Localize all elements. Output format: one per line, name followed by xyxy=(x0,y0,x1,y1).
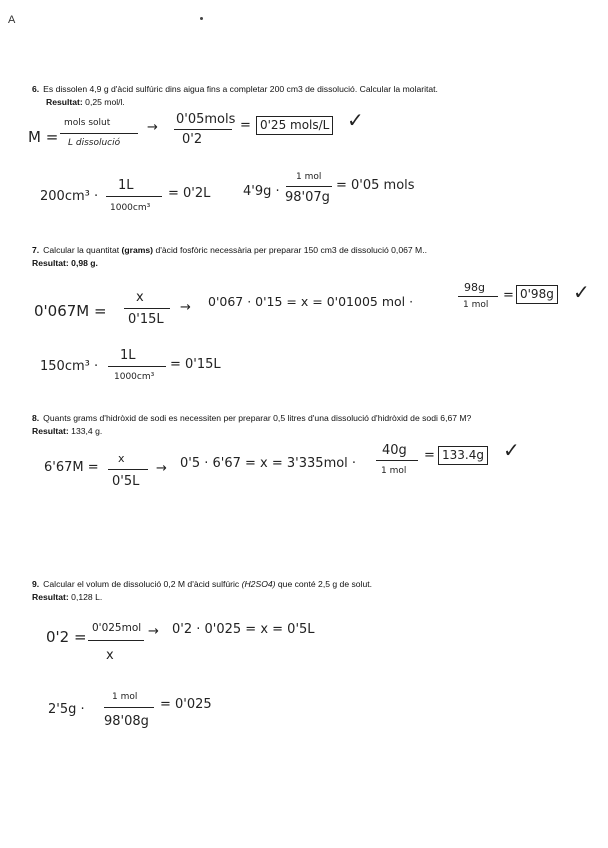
p6-conv2-res: = 0'05 mols xyxy=(336,178,415,193)
p6-conv1-lhs: 200cm³ · xyxy=(40,189,99,204)
p6-conv1-num: 1L xyxy=(118,178,134,193)
p9-frac-den: x xyxy=(106,648,114,663)
problem-9-statement: 9. Calcular el volum de dissolució 0,2 M d'àcid sulfúric (H2SO4) que conté 2,5 g de solut. Resultat: 0,128 L. xyxy=(32,579,373,602)
p7-frac-num: x xyxy=(136,290,144,305)
p8-lhs: 6'67M = xyxy=(44,460,99,475)
p6-conv2-num: 1 mol xyxy=(296,172,322,182)
p6-answer-box: 0'25 mols/L xyxy=(256,116,333,135)
p6-frac2-line xyxy=(174,129,232,130)
p7-conv1-den: 1000cm³ xyxy=(114,372,155,382)
p9-conv-line xyxy=(104,707,154,708)
p6-eq: = xyxy=(240,118,251,133)
p6-frac1-line xyxy=(60,133,138,134)
p6-conv2-line xyxy=(286,186,332,187)
problem-8-result: 133,4 g. xyxy=(71,426,103,436)
p7-conv1-lhs: 150cm³ · xyxy=(40,359,99,374)
p7-conv1-line xyxy=(108,366,166,367)
p7-answer-box: 0'98g xyxy=(516,285,558,304)
p8-answer-box: 133.4g xyxy=(438,446,488,465)
p8-frac-den: 0'5L xyxy=(112,474,140,489)
p6-arrow: → xyxy=(147,120,158,135)
p9-conv-num: 1 mol xyxy=(112,692,138,702)
p7-lhs: 0'067M = xyxy=(34,302,107,320)
p7-check-mark: ✓ xyxy=(573,280,590,304)
p9-conv-den: 98'08g xyxy=(104,714,149,729)
p6-conv2-lhs: 4'9g · xyxy=(243,184,280,199)
p7-eq: = xyxy=(503,288,514,303)
p6-check-mark: ✓ xyxy=(347,108,364,132)
problem-7-result: 0,98 g. xyxy=(71,258,98,268)
p8-frac-num: x xyxy=(118,452,125,465)
p8-calc: 0'5 · 6'67 = x = 3'335mol · xyxy=(180,456,357,471)
p9-conv-res: = 0'025 xyxy=(160,697,212,712)
p8-frac-line xyxy=(108,469,148,470)
problem-9-result: 0,128 L. xyxy=(71,592,103,602)
p6-conv1-res: = 0'2L xyxy=(168,186,211,201)
problem-6-result: 0,25 mol/l. xyxy=(85,97,125,107)
p8-conv-num: 40g xyxy=(382,443,407,458)
problem-6-statement: 6. Es dissolen 4,9 g d'àcid sulfúric dins aigua fins a completar 200 cm3 de dissolució. Calcular la molaritat. Resultat: 0,25 mol/l. xyxy=(32,84,438,107)
p7-frac-den: 0'15L xyxy=(128,312,164,327)
p7-conv-line xyxy=(458,296,498,297)
p9-conv-lhs: 2'5g · xyxy=(48,702,85,717)
p9-frac-line xyxy=(88,640,144,641)
p8-check-mark: ✓ xyxy=(503,438,520,462)
p8-eq: = xyxy=(424,448,435,463)
p6-conv1-line xyxy=(106,196,162,197)
p7-conv-den: 1 mol xyxy=(463,300,489,310)
corner-mark: A xyxy=(8,14,16,26)
p6-conv2-den: 98'07g xyxy=(285,190,330,205)
p9-lhs: 0'2 = xyxy=(46,628,87,646)
p6-conv1-den: 1000cm³ xyxy=(110,203,151,213)
p6-m-lhs: M = xyxy=(28,128,59,146)
p7-conv-num: 98g xyxy=(464,281,485,294)
p7-calc: 0'067 · 0'15 = x = 0'01005 mol · xyxy=(208,294,414,309)
p6-frac1-num: mols solut xyxy=(64,118,111,128)
p7-arrow: → xyxy=(180,300,191,315)
p8-conv-line xyxy=(376,460,418,461)
p8-arrow: → xyxy=(156,461,167,476)
p6-frac2-den: 0'2 xyxy=(182,132,203,147)
p9-arrow: → xyxy=(148,624,159,639)
p9-frac-num: 0'025mol xyxy=(92,622,142,634)
p6-frac2-num: 0'05mols xyxy=(176,112,236,127)
p6-frac1-den: L dissolució xyxy=(68,138,121,148)
p7-conv1-res: = 0'15L xyxy=(170,357,221,372)
p9-calc: 0'2 · 0'025 = x = 0'5L xyxy=(172,622,315,637)
problem-8-statement: 8. Quants grams d'hidròxid de sodi es necessiten per preparar 0,5 litres d'una dissolució d'hidròxid de sodi 6,67 M? Resultat: 133,4 g. xyxy=(32,413,472,436)
scan-speck xyxy=(200,17,203,20)
p7-frac-line xyxy=(124,308,170,309)
problem-7-statement: 7. Calcular la quantitat (grams) d'àcid fosfòric necessària per preparar 150 cm3 de dissolució 0,067 M.. Resultat: 0,98 g. xyxy=(32,245,427,268)
p8-conv-den: 1 mol xyxy=(381,466,407,476)
p7-conv1-num: 1L xyxy=(120,348,136,363)
